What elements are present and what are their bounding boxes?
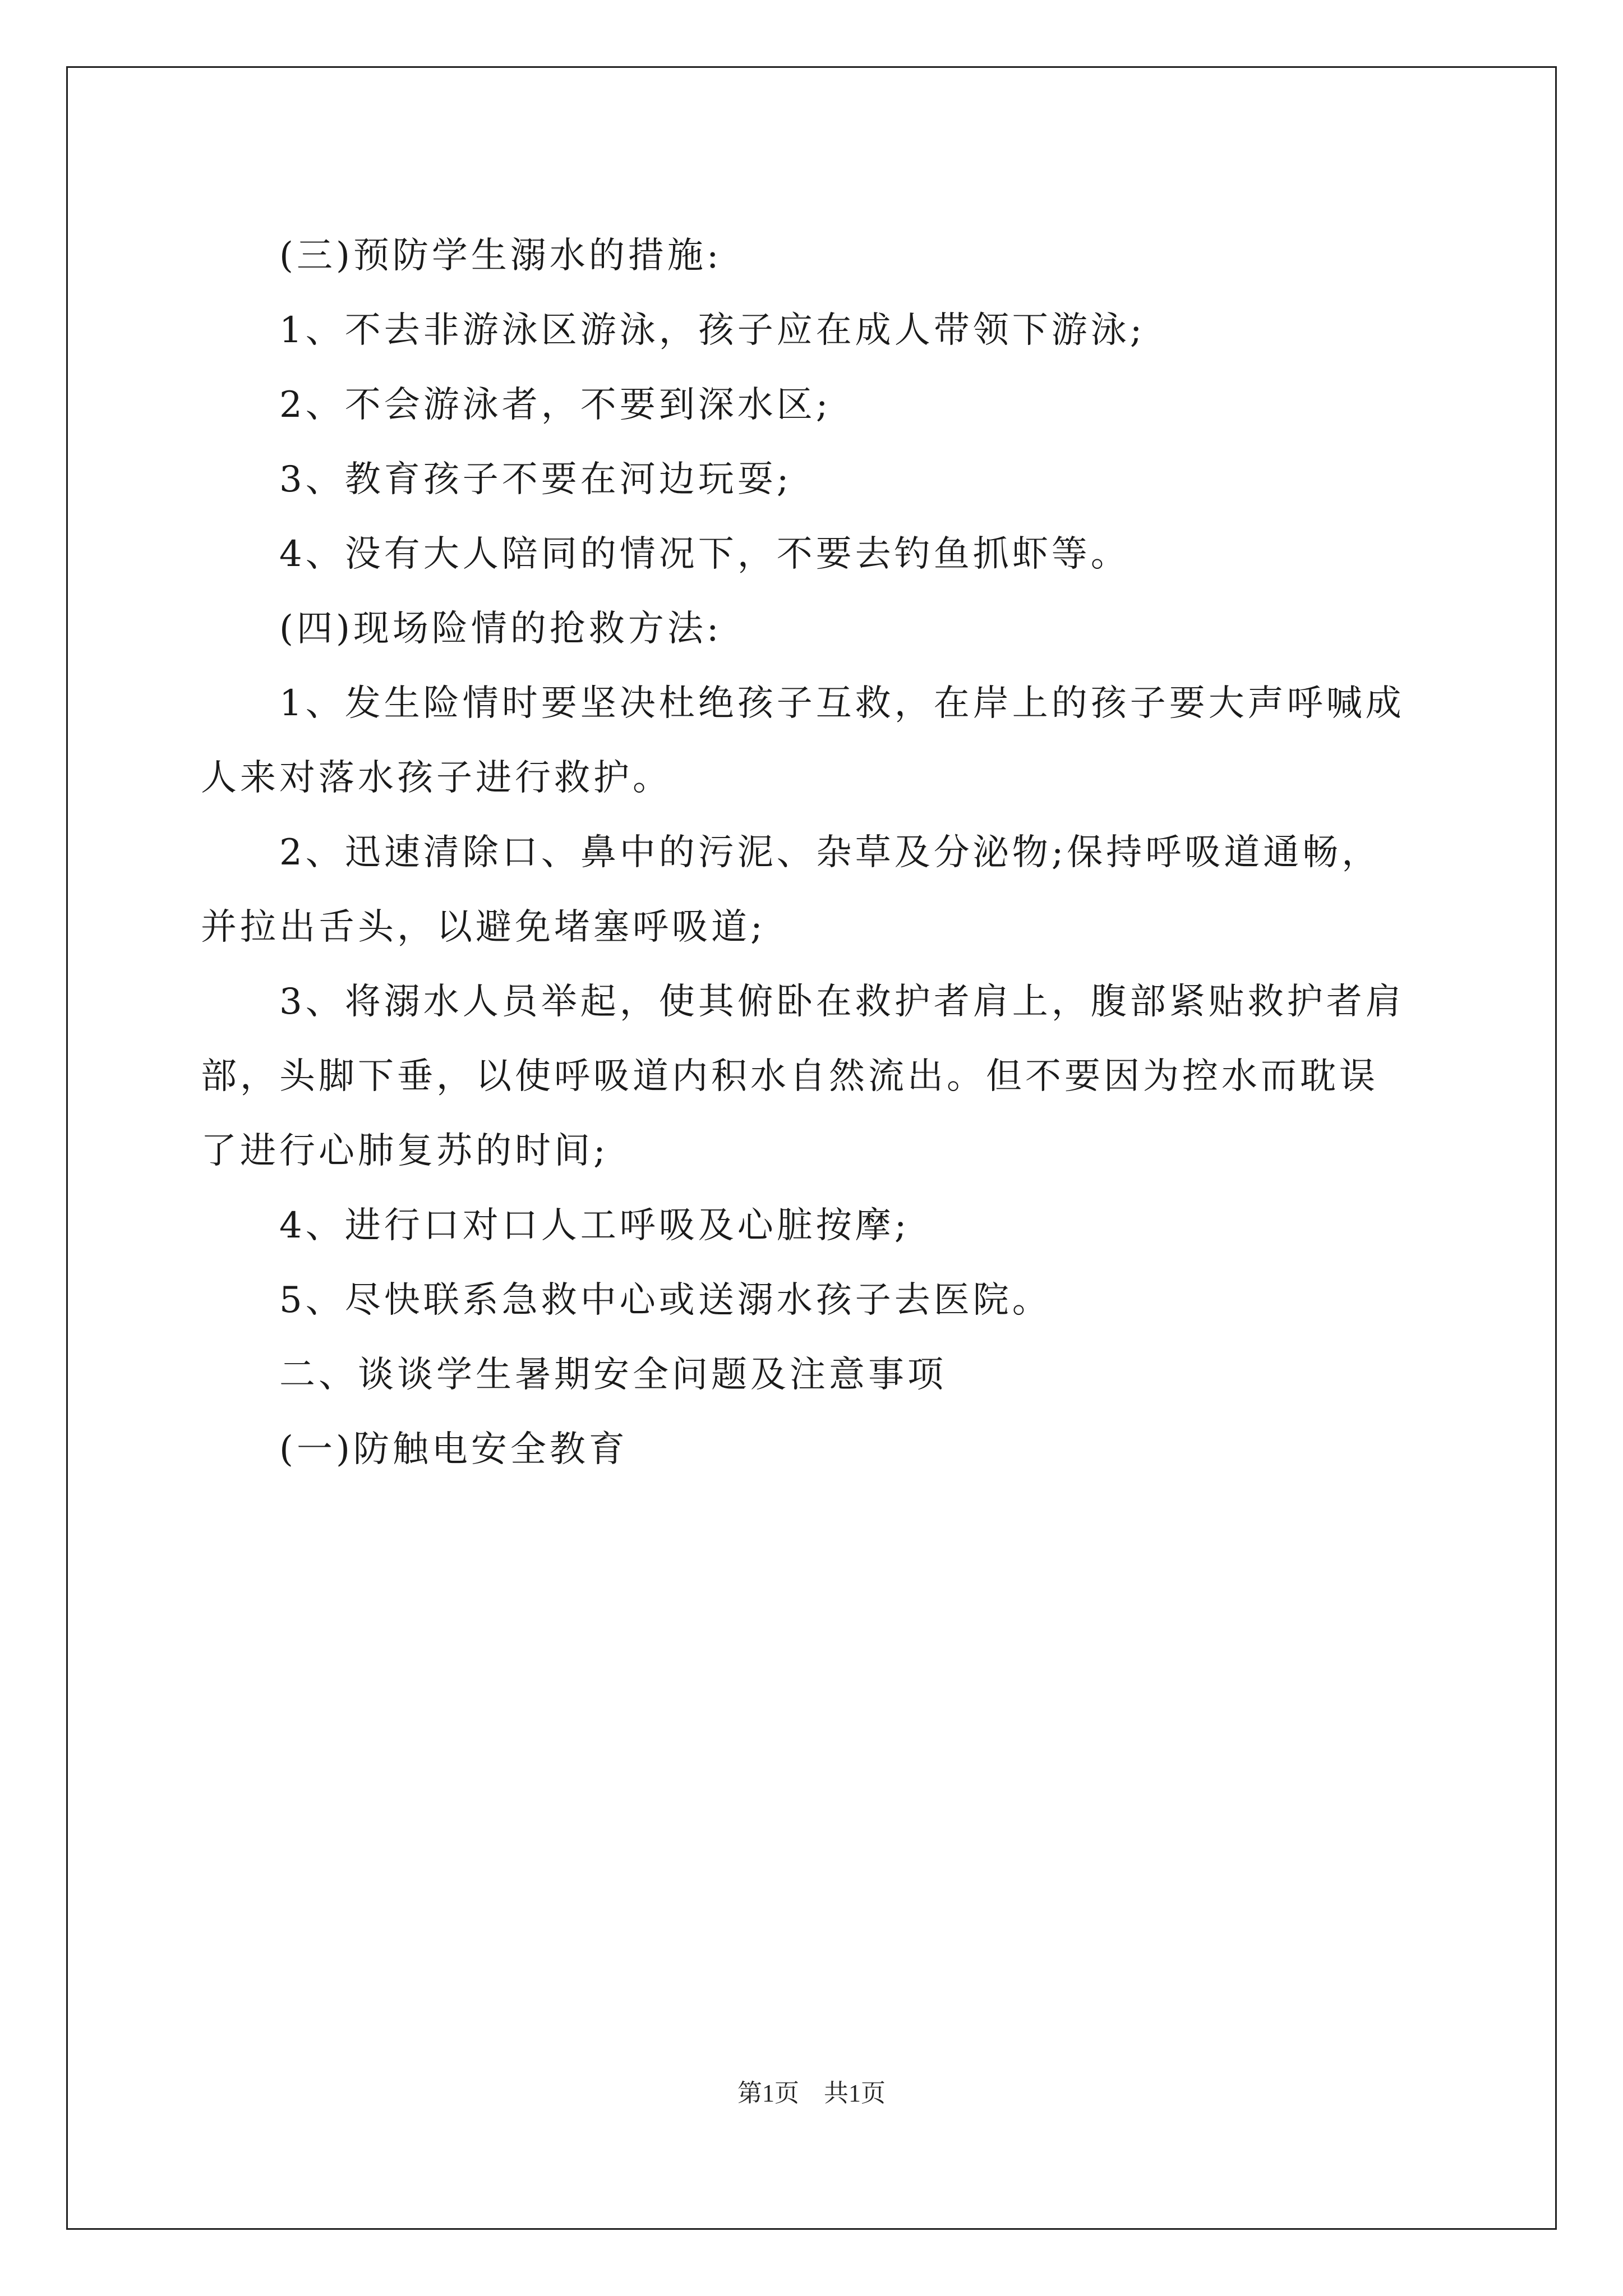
section-heading: (一)防触电安全教育 [279,1429,628,1470]
list-item: 2、不会游泳者，不要到深水区; [279,384,832,426]
list-item-continuation: 部，头脚下垂，以使呼吸道内积水自然流出。但不要因为控水而耽误 [201,1056,1378,1097]
section-heading: (三)预防学生溺水的措施: [279,235,722,277]
list-item: 5、尽快联系急救中心或送溺水孩子去医院。 [279,1280,1052,1321]
list-item: 4、没有大人陪同的情况下，不要去钓鱼抓虾等。 [279,533,1130,575]
document-body [201,219,1429,1487]
list-item: 3、教育孩子不要在河边玩耍; [279,459,792,500]
list-item: 1、发生险情时要坚决杜绝孩子互救，在岸上的孩子要大声呼喊成 [279,683,1405,724]
list-item-continuation: 人来对落水孩子进行救护。 [201,757,672,799]
list-item-continuation: 并拉出舌头，以避免堵塞呼吸道; [201,907,766,948]
list-item-continuation: 了进行心肺复苏的时间; [201,1130,609,1172]
section-heading: 二、谈谈学生暑期安全问题及注意事项 [279,1354,947,1396]
section-heading: (四)现场险情的抢救方法: [279,608,722,650]
list-item: 3、将溺水人员举起，使其俯卧在救护者肩上，腹部紧贴救护者肩 [279,981,1405,1023]
page-number-footer: 第1页 共1页 [737,2079,886,2107]
list-item: 2、迅速清除口、鼻中的污泥、杂草及分泌物;保持呼吸道通畅， [279,832,1381,873]
list-item: 4、进行口对口人工呼吸及心脏按摩; [279,1205,910,1246]
list-item: 1、不去非游泳区游泳，孩子应在成人带领下游泳; [279,310,1146,351]
